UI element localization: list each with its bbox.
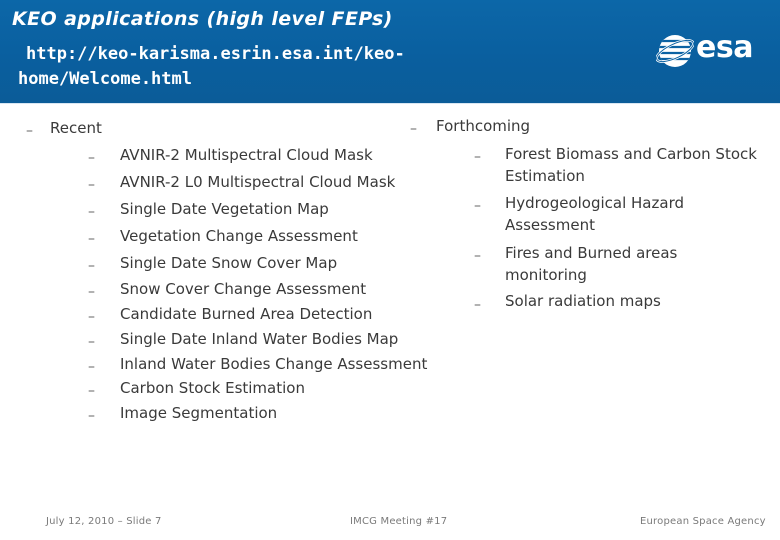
recent-heading: Recent bbox=[50, 119, 102, 137]
url-line-1[interactable]: http://keo-karisma.esrin.esa.int/keo- bbox=[26, 44, 405, 64]
slide-url[interactable] bbox=[18, 42, 538, 92]
list-item: Single Date Vegetation Map bbox=[120, 200, 329, 218]
list-item: Fires and Burned areas monitoring bbox=[505, 244, 678, 284]
list-bullet: – bbox=[474, 149, 481, 165]
esa-logo bbox=[656, 28, 764, 74]
list-item: Vegetation Change Assessment bbox=[120, 227, 358, 245]
slide-header bbox=[0, 0, 780, 104]
list-item: Single Date Snow Cover Map bbox=[120, 254, 338, 272]
list-item: AVNIR-2 Multispectral Cloud Mask bbox=[120, 146, 373, 164]
forthcoming-bullet: – bbox=[410, 121, 417, 137]
url-line-2[interactable]: home/Welcome.html bbox=[18, 69, 192, 89]
footer-agency: European Space Agency bbox=[640, 516, 766, 527]
list-item: Forest Biomass and Carbon Stock Estimation bbox=[505, 145, 757, 185]
list-bullet: – bbox=[88, 258, 95, 274]
list-item: Image Segmentation bbox=[120, 404, 278, 422]
list-item: Solar radiation maps bbox=[505, 292, 661, 310]
list-bullet: – bbox=[88, 231, 95, 247]
list-item: Hydrogeological Hazard Assessment bbox=[505, 194, 684, 234]
list-bullet: – bbox=[474, 297, 481, 313]
forthcoming-heading: Forthcoming bbox=[436, 117, 531, 135]
list-bullet: – bbox=[88, 204, 95, 220]
list-item: Carbon Stock Estimation bbox=[120, 379, 305, 397]
list-item: Single Date Inland Water Bodies Map bbox=[120, 330, 399, 348]
recent-bullet: – bbox=[26, 123, 33, 139]
list-bullet: – bbox=[474, 248, 481, 264]
esa-logo-text: esa bbox=[696, 30, 753, 65]
list-item: AVNIR-2 L0 Multispectral Cloud Mask bbox=[120, 173, 396, 191]
list-bullet: – bbox=[88, 359, 95, 375]
list-bullet: – bbox=[88, 334, 95, 350]
list-item: Candidate Burned Area Detection bbox=[120, 305, 373, 323]
list-bullet: – bbox=[88, 284, 95, 300]
list-bullet: – bbox=[88, 408, 95, 424]
list-bullet: – bbox=[88, 383, 95, 399]
list-item: Inland Water Bodies Change Assessment bbox=[120, 355, 428, 373]
esa-globe-icon bbox=[656, 32, 694, 70]
slide-title: KEO applications (high level FEPs) bbox=[12, 8, 393, 30]
list-bullet: – bbox=[474, 198, 481, 214]
list-bullet: – bbox=[88, 150, 95, 166]
footer-meeting: IMCG Meeting #17 bbox=[350, 516, 448, 527]
list-bullet: – bbox=[88, 309, 95, 325]
footer-date-slide: July 12, 2010 – Slide 7 bbox=[46, 516, 162, 527]
list-item: Snow Cover Change Assessment bbox=[120, 280, 367, 298]
list-bullet: – bbox=[88, 177, 95, 193]
